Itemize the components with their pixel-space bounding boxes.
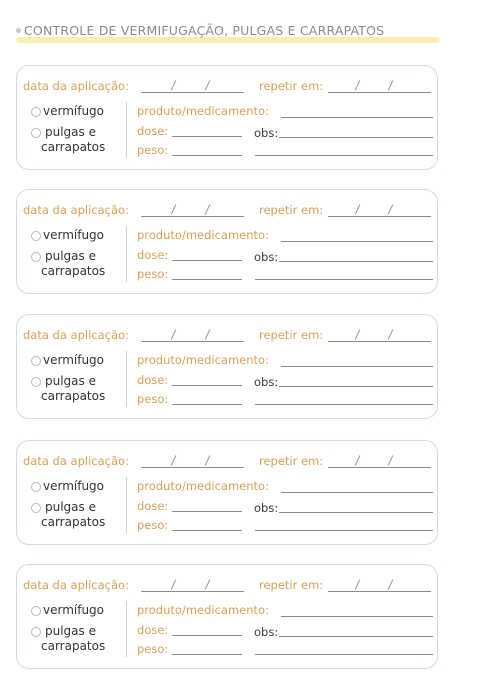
weight-field[interactable] <box>172 155 242 156</box>
product-field[interactable] <box>281 366 433 367</box>
fleas-ticks-option-label: pulgas e <box>45 374 96 388</box>
date-separator <box>171 455 177 465</box>
date-separator <box>388 579 394 589</box>
repeat-date-field[interactable] <box>328 92 431 93</box>
repeat-label: repetir em: <box>259 203 324 217</box>
date-field[interactable] <box>141 341 244 342</box>
date-separator <box>171 204 177 214</box>
obs-field[interactable] <box>279 512 433 513</box>
product-field[interactable] <box>281 117 433 118</box>
product-label: produto/medicamento: <box>137 353 269 367</box>
date-separator <box>355 204 361 214</box>
obs-field[interactable] <box>279 137 433 138</box>
product-field[interactable] <box>281 492 433 493</box>
dewormer-radio[interactable] <box>31 482 41 492</box>
record-card-1 <box>16 65 438 170</box>
dose-field[interactable] <box>172 635 242 636</box>
page-header <box>14 22 440 44</box>
page-title: CONTROLE DE VERMIFUGAÇÃO, PULGAS E CARRAPATOS <box>24 23 385 38</box>
weight-field[interactable] <box>172 279 242 280</box>
date-separator <box>205 329 211 339</box>
date-separator <box>171 80 177 90</box>
fleas-ticks-radio[interactable] <box>31 503 41 513</box>
date-separator <box>205 204 211 214</box>
repeat-date-field[interactable] <box>328 467 431 468</box>
fleas-ticks-option-label: pulgas e <box>45 249 96 263</box>
fleas-ticks-radio[interactable] <box>31 252 41 262</box>
date-label: data da aplicação: <box>23 328 129 342</box>
dose-label: dose: <box>137 248 169 262</box>
date-label: data da aplicação: <box>23 454 129 468</box>
date-separator <box>388 80 394 90</box>
date-separator <box>171 579 177 589</box>
weight-label: peso: <box>137 518 169 532</box>
record-card-5 <box>16 564 438 669</box>
obs-field[interactable] <box>279 261 433 262</box>
obs-label: obs: <box>254 126 279 140</box>
obs-label: obs: <box>254 501 279 515</box>
fleas-ticks-option-label: carrapatos <box>41 140 106 154</box>
date-separator <box>205 80 211 90</box>
column-divider <box>126 351 127 407</box>
column-divider <box>126 601 127 657</box>
column-divider <box>126 477 127 533</box>
record-card-4 <box>16 440 438 545</box>
obs-field-extra-line[interactable] <box>255 530 433 531</box>
repeat-date-field[interactable] <box>328 216 431 217</box>
record-card-2 <box>16 189 438 294</box>
dewormer-option-label: vermífugo <box>43 603 105 617</box>
dose-label: dose: <box>137 623 169 637</box>
column-divider <box>126 226 127 282</box>
weight-label: peso: <box>137 267 169 281</box>
dewormer-radio[interactable] <box>31 606 41 616</box>
fleas-ticks-radio[interactable] <box>31 377 41 387</box>
dose-label: dose: <box>137 499 169 513</box>
dewormer-radio[interactable] <box>31 107 41 117</box>
fleas-ticks-option-label: carrapatos <box>41 264 106 278</box>
date-separator <box>355 329 361 339</box>
weight-label: peso: <box>137 642 169 656</box>
column-divider <box>126 102 127 158</box>
date-label: data da aplicação: <box>23 578 129 592</box>
fleas-ticks-option-label: pulgas e <box>45 500 96 514</box>
repeat-label: repetir em: <box>259 578 324 592</box>
dose-field[interactable] <box>172 136 242 137</box>
fleas-ticks-option-label: carrapatos <box>41 639 106 653</box>
product-label: produto/medicamento: <box>137 603 269 617</box>
date-separator <box>355 579 361 589</box>
product-label: produto/medicamento: <box>137 104 269 118</box>
dewormer-option-label: vermífugo <box>43 104 105 118</box>
obs-field-extra-line[interactable] <box>255 404 433 405</box>
weight-label: peso: <box>137 392 169 406</box>
dewormer-option-label: vermífugo <box>43 228 105 242</box>
fleas-ticks-option-label: carrapatos <box>41 389 106 403</box>
repeat-date-field[interactable] <box>328 341 431 342</box>
date-separator <box>355 80 361 90</box>
obs-label: obs: <box>254 375 279 389</box>
dewormer-option-label: vermífugo <box>43 479 105 493</box>
dose-field[interactable] <box>172 260 242 261</box>
obs-field-extra-line[interactable] <box>255 279 433 280</box>
date-separator <box>388 455 394 465</box>
date-field[interactable] <box>141 467 244 468</box>
date-field[interactable] <box>141 216 244 217</box>
date-separator <box>388 329 394 339</box>
obs-field[interactable] <box>279 636 433 637</box>
obs-field[interactable] <box>279 386 433 387</box>
repeat-label: repetir em: <box>259 79 324 93</box>
bullet-icon <box>16 28 21 33</box>
date-separator <box>388 204 394 214</box>
dose-field[interactable] <box>172 511 242 512</box>
fleas-ticks-radio[interactable] <box>31 128 41 138</box>
dose-label: dose: <box>137 373 169 387</box>
repeat-date-field[interactable] <box>328 591 431 592</box>
date-separator <box>355 455 361 465</box>
dewormer-radio[interactable] <box>31 356 41 366</box>
obs-field-extra-line[interactable] <box>255 155 433 156</box>
repeat-label: repetir em: <box>259 328 324 342</box>
weight-field[interactable] <box>172 404 242 405</box>
weight-field[interactable] <box>172 654 242 655</box>
product-label: produto/medicamento: <box>137 228 269 242</box>
obs-field-extra-line[interactable] <box>255 654 433 655</box>
repeat-label: repetir em: <box>259 454 324 468</box>
product-label: produto/medicamento: <box>137 479 269 493</box>
product-field[interactable] <box>281 241 433 242</box>
fleas-ticks-option-label: carrapatos <box>41 515 106 529</box>
dose-label: dose: <box>137 124 169 138</box>
date-field[interactable] <box>141 591 244 592</box>
weight-label: peso: <box>137 143 169 157</box>
dose-field[interactable] <box>172 385 242 386</box>
dewormer-option-label: vermífugo <box>43 353 105 367</box>
date-separator <box>171 329 177 339</box>
dewormer-radio[interactable] <box>31 231 41 241</box>
fleas-ticks-radio[interactable] <box>31 627 41 637</box>
date-separator <box>205 579 211 589</box>
date-label: data da aplicação: <box>23 203 129 217</box>
record-card-3 <box>16 314 438 419</box>
weight-field[interactable] <box>172 530 242 531</box>
product-field[interactable] <box>281 616 433 617</box>
date-field[interactable] <box>141 92 244 93</box>
fleas-ticks-option-label: pulgas e <box>45 125 96 139</box>
date-label: data da aplicação: <box>23 79 129 93</box>
obs-label: obs: <box>254 625 279 639</box>
date-separator <box>205 455 211 465</box>
obs-label: obs: <box>254 250 279 264</box>
fleas-ticks-option-label: pulgas e <box>45 624 96 638</box>
